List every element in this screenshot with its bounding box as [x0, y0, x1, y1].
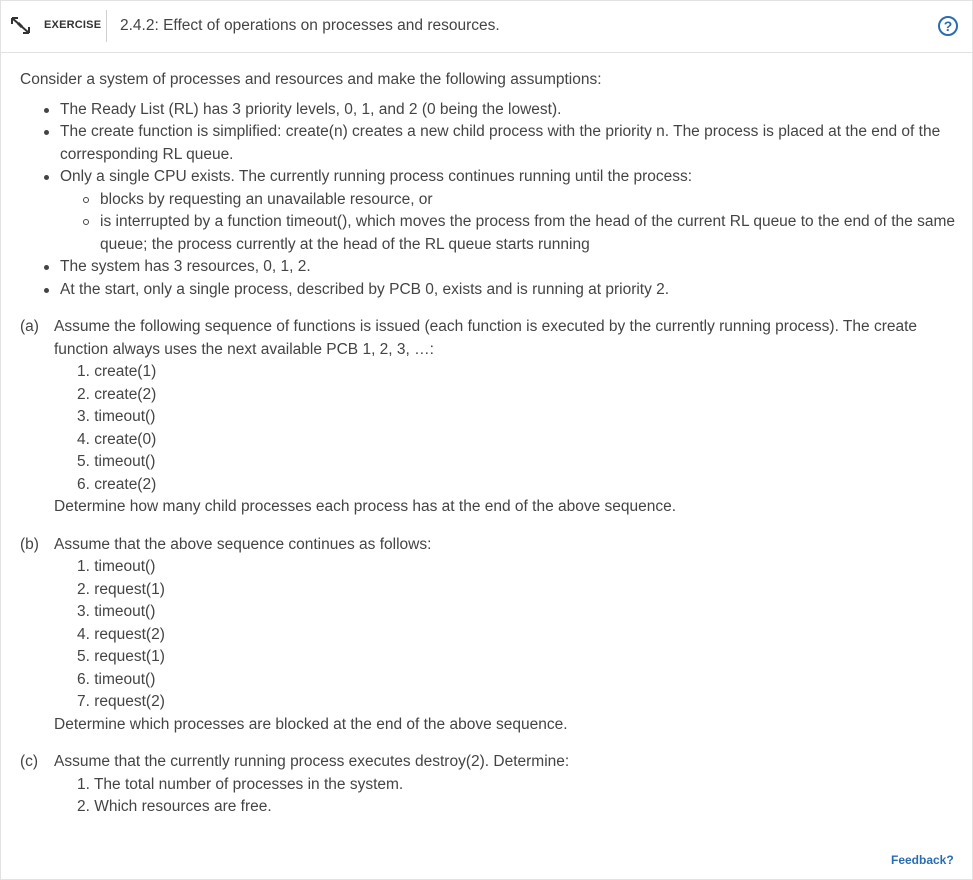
step-item: 3. timeout() — [77, 408, 156, 425]
list-item: The Ready List (RL) has 3 priority levels, 0, 1, and 2 (0 being the lowest). — [20, 99, 960, 122]
step-item: 7. request(2) — [77, 693, 165, 710]
step-item: 4. request(2) — [77, 625, 165, 643]
list-item: The system has 3 resources, 0, 1, 2. — [20, 256, 960, 279]
list-item — [20, 166, 960, 256]
step-item: 2. request(1) — [77, 580, 165, 598]
assumptions-list — [20, 99, 960, 302]
exercise-label: EXERCISE — [44, 19, 102, 31]
step-item: 5. timeout() — [77, 453, 156, 470]
feedback-link[interactable]: Feedback? — [891, 853, 954, 867]
part-label: (c) — [20, 753, 39, 770]
exercise-content — [20, 69, 960, 819]
step-item: 1. The total number of processes in the system. — [77, 775, 404, 793]
step-item: 6. create(2) — [77, 475, 157, 493]
help-icon[interactable]: ? — [938, 16, 958, 36]
part-label: (a) — [20, 318, 39, 335]
part-b — [20, 534, 960, 737]
step-item: 4. create(0) — [77, 430, 157, 448]
part-label: (b) — [20, 535, 39, 553]
intro-text: Consider a system of processes and resources and make the following assumptions: — [20, 71, 602, 88]
exercise-title: 2.4.2: Effect of operations on processes and resources. — [120, 17, 500, 34]
exercise-icon — [10, 15, 32, 37]
exercise-header — [1, 1, 972, 53]
part-question: Determine which processes are blocked at the end of the above sequence. — [54, 715, 568, 733]
cpu-conditions-list — [60, 189, 960, 257]
part-text: Assume the following sequence of functions is issued (each function is executed by the currently running process). The create function always uses the next available PCB 1, 2, 3, …: — [54, 318, 918, 358]
steps-list — [54, 556, 960, 714]
part-text: Assume that the above sequence continues as follows: — [54, 535, 432, 553]
part-text: Assume that the currently running process executes destroy(2). Determine: — [54, 753, 570, 770]
part-question: Determine how many child processes each process has at the end of the above sequence. — [54, 498, 677, 515]
step-item: 3. timeout() — [77, 603, 156, 620]
step-item: 2. Which resources are free. — [77, 798, 272, 815]
step-item: 2. create(2) — [77, 385, 157, 403]
step-item: 6. timeout() — [77, 670, 156, 688]
list-item: is interrupted by a function timeout(), which moves the process from the head of the current RL queue to the end of the same queue; the process currently at the head of the RL queue starts running — [60, 211, 960, 256]
list-item-text: Only a single CPU exists. The currently running process continues running until the process: — [60, 168, 693, 185]
list-item: blocks by requesting an unavailable resource, or — [60, 189, 960, 212]
steps-list — [54, 774, 960, 819]
step-item: 1. timeout() — [77, 558, 156, 575]
list-item: At the start, only a single process, described by PCB 0, exists and is running at priority 2. — [20, 279, 960, 302]
steps-list — [54, 361, 960, 496]
step-item: 5. request(1) — [77, 648, 165, 665]
part-c — [20, 751, 960, 819]
list-item: The create function is simplified: create(n) creates a new child process with the priority n. The process is placed at the end of the corresponding RL queue. — [20, 121, 960, 166]
step-item: 1. create(1) — [77, 363, 157, 380]
header-divider — [106, 10, 107, 42]
part-a — [20, 316, 960, 519]
